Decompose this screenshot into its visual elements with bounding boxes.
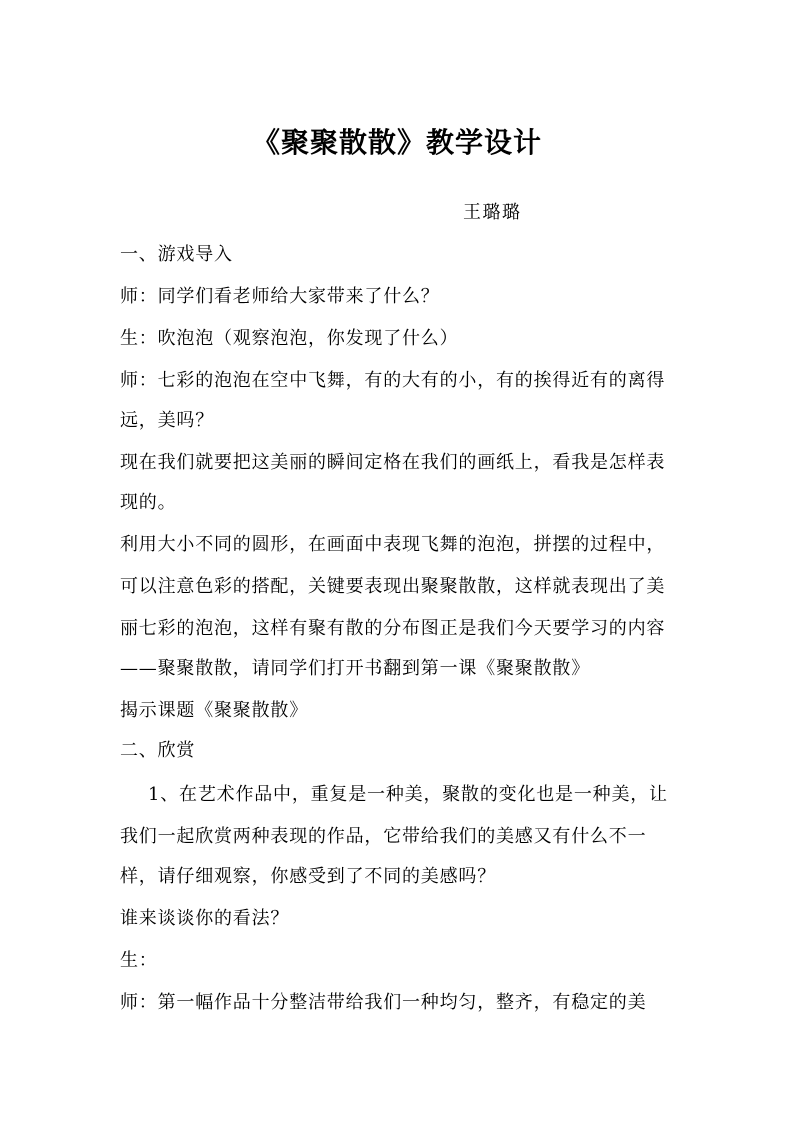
paragraph-line: 样，请仔细观察，你感受到了不同的美感吗？ (120, 866, 496, 887)
paragraph-line: 利用大小不同的圆形，在画面中表现飞舞的泡泡，拼摆的过程中， (120, 534, 666, 555)
paragraph-line: 谁来谈谈你的看法？ (120, 908, 290, 929)
paragraph-line: 揭示课题《聚聚散散》 (120, 700, 308, 721)
paragraph-line: 师：同学们看老师给大家带来了什么？ (120, 286, 440, 307)
section-heading-appreciation: 二、欣赏 (120, 740, 196, 761)
paragraph-line: 师：第一幅作品十分整洁带给我们一种均匀，整齐，有稳定的美 (120, 992, 647, 1013)
paragraph-line: 师：七彩的泡泡在空中飞舞，有的大有的小，有的挨得近有的离得 (120, 370, 666, 391)
paragraph-line: 远，美吗？ (120, 410, 214, 431)
paragraph-line: 现在我们就要把这美丽的瞬间定格在我们的画纸上，看我是怎样表 (120, 452, 666, 473)
paragraph-line: 1、在艺术作品中，重复是一种美，聚散的变化也是一种美，让 (148, 784, 668, 805)
document-author: 王璐璐 (463, 202, 522, 223)
paragraph-line: 我们一起欣赏两种表现的作品，它带给我们的美感又有什么不一 (120, 826, 647, 847)
paragraph-line: 生： (120, 950, 158, 971)
paragraph-line: ——聚聚散散，请同学们打开书翻到第一课《聚聚散散》 (120, 658, 590, 679)
document-title: 《聚聚散散》教学设计 (251, 126, 542, 159)
paragraph-line: 可以注意色彩的搭配，关键要表现出聚聚散散，这样就表现出了美 (120, 576, 666, 597)
paragraph-line: 生：吹泡泡（观察泡泡，你发现了什么） (120, 328, 459, 349)
paragraph-line: 现的。 (120, 492, 177, 513)
paragraph-line: 丽七彩的泡泡，这样有聚有散的分布图正是我们今天要学习的内容 (120, 618, 666, 639)
section-heading-game-intro: 一、游戏导入 (120, 244, 233, 265)
